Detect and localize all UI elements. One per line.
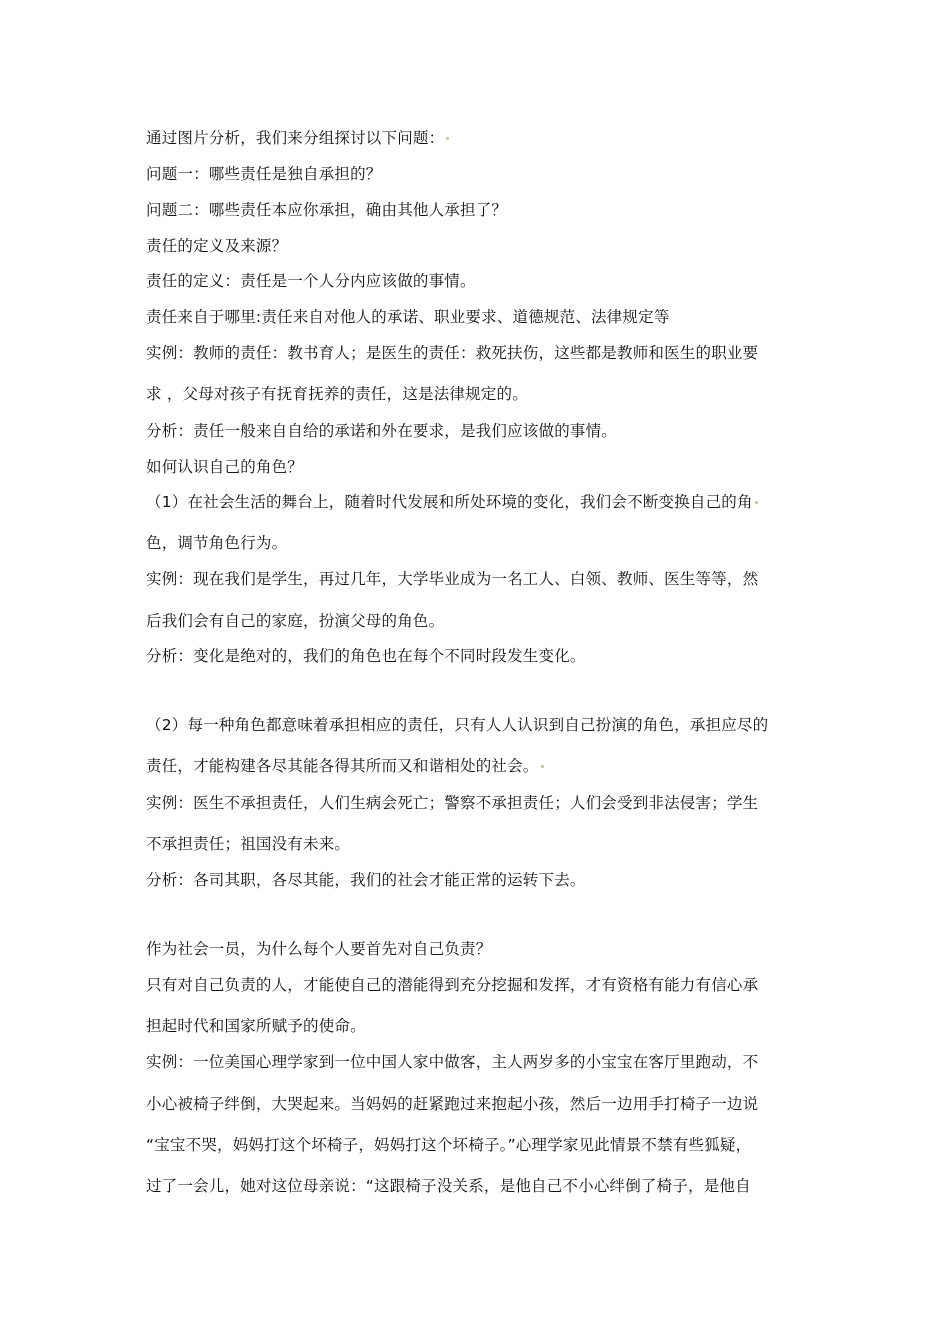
text-line: 分析：责任一般来自自给的承诺和外在要求，是我们应该做的事情。 bbox=[146, 422, 618, 440]
text-line: （1）在社会生活的舞台上，随着时代发展和所处环境的变化，我们会不断变换自己的角 bbox=[146, 492, 758, 512]
text-line: 色，调节角色行为。 bbox=[146, 534, 288, 552]
mark-dot bbox=[755, 501, 758, 504]
mark-dot bbox=[446, 137, 449, 140]
text-line: 实例：现在我们是学生，再过几年，大学毕业成为一名工人、白领、教师、医生等等，然 bbox=[146, 570, 759, 588]
text-line: 不承担责任；祖国没有未来。 bbox=[146, 835, 351, 853]
text-line: “宝宝不哭，妈妈打这个坏椅子，妈妈打这个坏椅子。”心理学家见此情景不禁有些狐疑， bbox=[146, 1136, 752, 1154]
text-line: 小心被椅子绊倒，大哭起来。当妈妈的赶紧跑过来抱起小孩，然后一边用手打椅子一边说 bbox=[146, 1095, 759, 1113]
text-line: 作为社会一员，为什么每个人要首先对自己负责？ bbox=[146, 940, 492, 958]
text-line: 分析：各司其职，各尽其能，我们的社会才能正常的运转下去。 bbox=[146, 871, 586, 889]
text-line: 只有对自己负责的人，才能使自己的潜能得到充分挖掘和发挥，才有资格有能力有信心承 bbox=[146, 976, 759, 994]
text-line: 如何认识自己的角色？ bbox=[146, 458, 304, 476]
text-line: 问题二：哪些责任本应你承担，确由其他人承担了？ bbox=[146, 201, 508, 219]
mark-dot bbox=[541, 765, 544, 768]
text-line: （2）每一种角色都意味着承担相应的责任，只有人人认识到自己扮演的角色，承担应尽的 bbox=[146, 716, 769, 734]
text-line: 实例：医生不承担责任，人们生病会死亡；警察不承担责任；人们会受到非法侵害；学生 bbox=[146, 794, 759, 812]
text-line: 责任的定义：责任是一个人分内应该做的事情。 bbox=[146, 272, 476, 290]
text-line: 通过图片分析，我们来分组探讨以下问题： bbox=[146, 128, 449, 148]
text-line: 问题一：哪些责任是独自承担的？ bbox=[146, 165, 382, 183]
text-line: 分析：变化是绝对的，我们的角色也在每个不同时段发生变化。 bbox=[146, 647, 586, 665]
text-line: 担起时代和国家所赋予的使命。 bbox=[146, 1017, 366, 1035]
text-line: 求 ，父母对孩子有抚育抚养的责任，这是法律规定的。 bbox=[146, 385, 528, 403]
text-line: 后我们会有自己的家庭，扮演父母的角色。 bbox=[146, 612, 445, 630]
text-line: 实例：教师的责任：教书育人；是医生的责任：救死扶伤，这些都是教师和医生的职业要 bbox=[146, 344, 759, 362]
text-line: 过了一会儿，她对这位母亲说：“这跟椅子没关系，是他自己不小心绊倒了椅子，是他自 bbox=[146, 1177, 751, 1195]
text-line: 责任的定义及来源？ bbox=[146, 237, 288, 255]
text-line: 责任来自于哪里:责任来自对他人的承诺、职业要求、道德规范、法律规定等 bbox=[146, 308, 670, 326]
text-line: 责任，才能构建各尽其能各得其所而又和谐相处的社会。 bbox=[146, 756, 544, 776]
text-line: 实例：一位美国心理学家到一位中国人家中做客，主人两岁多的小宝宝在客厅里跑动，不 bbox=[146, 1053, 759, 1071]
